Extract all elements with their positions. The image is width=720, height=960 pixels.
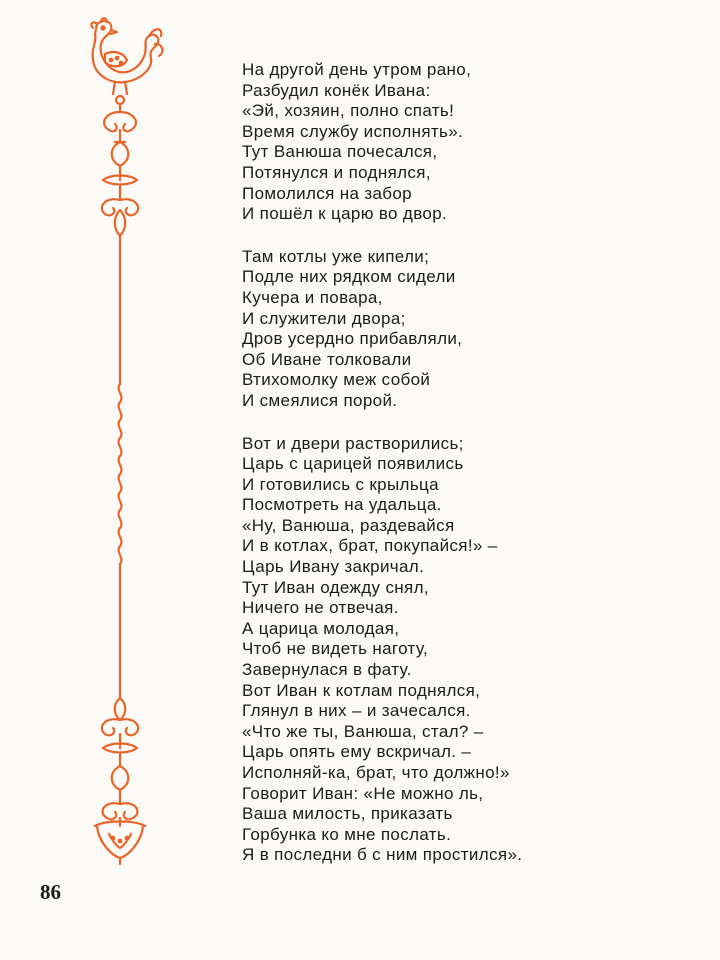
- stanza: [242, 247, 682, 412]
- poem-line: Ваша милость, приказать: [242, 804, 453, 824]
- poem-line: И служители двора;: [242, 308, 406, 328]
- poem-line: Вот и двери растворились;: [242, 433, 464, 453]
- poem-line: Говорит Иван: «Не можно ль,: [242, 783, 484, 803]
- upper-scroll-icon: [102, 96, 138, 250]
- poem-text: [242, 60, 682, 888]
- poem-line: Помолился на забор: [242, 183, 412, 203]
- poem-line: Царь опять ему вскричал. –: [242, 742, 472, 762]
- poem-line: И пошёл к царю во двор.: [242, 204, 448, 224]
- poem-line: Завернулася в фату.: [242, 660, 412, 680]
- poem-line: Вот Иван к котлам поднялся,: [242, 680, 481, 700]
- poem-line: Подле них рядком сидели: [242, 267, 456, 287]
- poem-line: Царь с царицей появились: [242, 454, 464, 474]
- poem-line: На другой день утром рано,: [242, 60, 472, 79]
- poem-line: Тут Ванюша почесался,: [242, 142, 438, 162]
- poem-line: Об Иване толковали: [242, 349, 412, 369]
- poem-line: Ничего не отвечая.: [242, 598, 399, 618]
- poem-line: Горбунка ко мне послать.: [242, 824, 452, 844]
- stanza: [242, 434, 682, 866]
- poem-line: И смеялися порой.: [242, 390, 398, 410]
- poem-line: Я в последни б с ним простился».: [242, 845, 523, 865]
- poem-line: «Что же ты, Ванюша, стал? –: [242, 721, 484, 741]
- poem-line: Время службу исполнять».: [242, 121, 464, 141]
- rooster-scroll-ornament-icon: [75, 14, 165, 894]
- lower-scroll-icon: [95, 698, 145, 864]
- poem-line: А царица молодая,: [242, 618, 400, 638]
- poem-line: «Эй, хозяин, полно спать!: [242, 101, 455, 121]
- rooster-icon: [91, 18, 162, 94]
- poem-line: Потянулся и поднялся,: [242, 162, 431, 182]
- poem-line: Там котлы уже кипели;: [242, 246, 430, 266]
- stanza: [242, 60, 682, 225]
- poem-line: И готовились с крыльца: [242, 474, 439, 494]
- poem-line: Посмотреть на удальца.: [242, 495, 442, 515]
- poem-line: Втихомолку меж собой: [242, 370, 431, 390]
- poem-line: Разбудил конёк Ивана:: [242, 80, 431, 100]
- poem-line: И в котлах, брат, покупайся!» –: [242, 536, 498, 556]
- poem-line: Глянул в них – и зачесался.: [242, 701, 471, 721]
- poem-line: «Ну, Ванюша, раздевайся: [242, 515, 455, 535]
- poem-line: Чтоб не видеть наготу,: [242, 639, 429, 659]
- poem-line: Дров усердно прибавляли,: [242, 329, 463, 349]
- poem-line: Кучера и повара,: [242, 287, 383, 307]
- poem-line: Тут Иван одежду снял,: [242, 577, 429, 597]
- page-number: 86: [40, 880, 61, 904]
- stem-icon: [119, 250, 122, 698]
- poem-line: Царь Ивану закричал.: [242, 557, 425, 577]
- poem-line: Исполняй-ка, брат, что должно!»: [242, 763, 510, 782]
